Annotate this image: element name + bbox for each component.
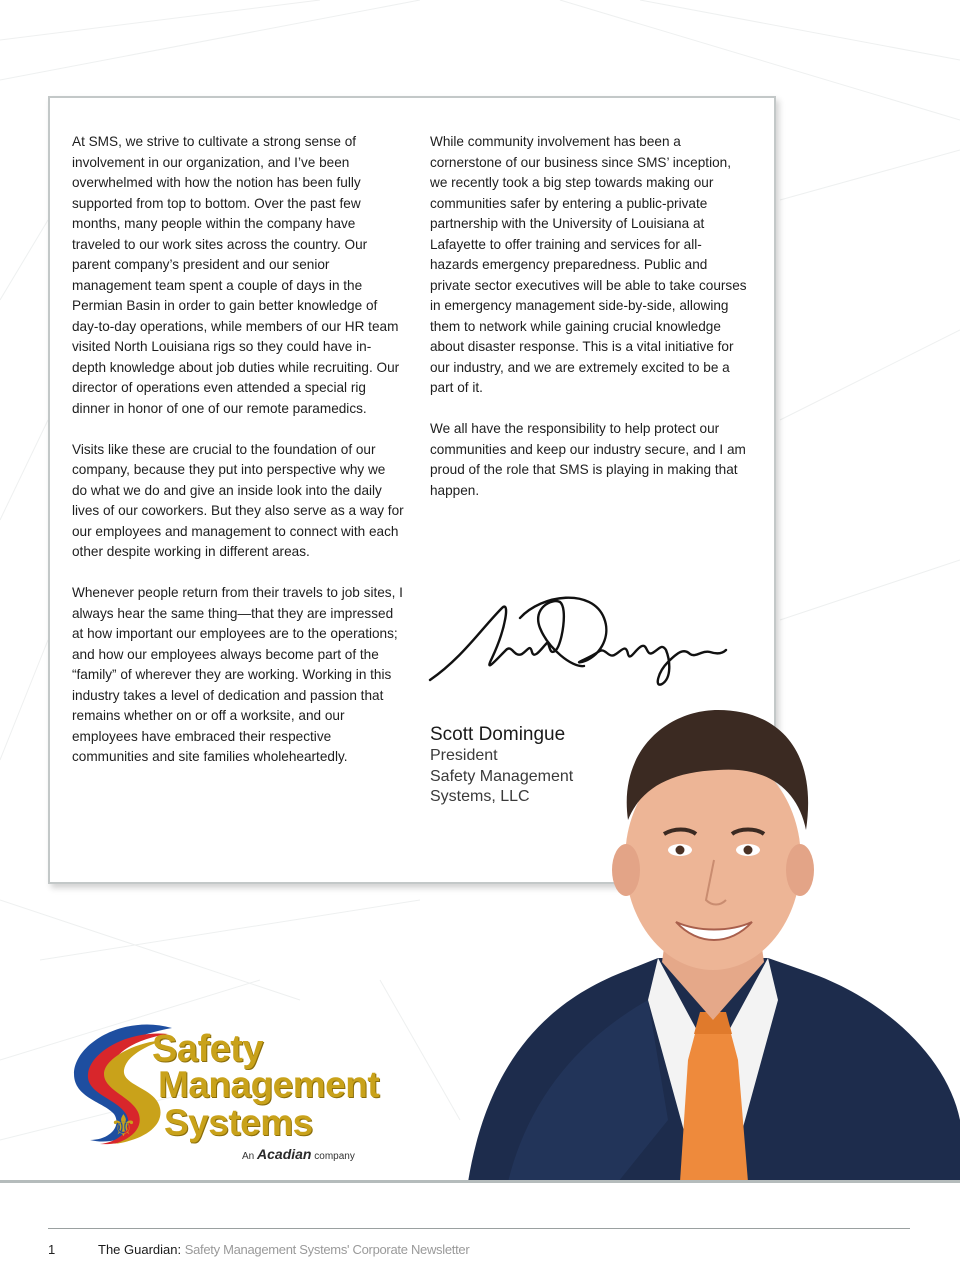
signer-title: President [430, 747, 498, 764]
logo-word: Safety [152, 1028, 264, 1070]
signer-name: Scott Domingue [430, 724, 566, 745]
footer-title [98, 1242, 469, 1257]
logo-word: Management [158, 1064, 380, 1105]
footer-band [0, 1180, 960, 1183]
footer-divider [48, 1228, 910, 1229]
logo-word: Systems [164, 1102, 313, 1143]
page-number: 1 [48, 1242, 56, 1257]
portrait-photo [468, 700, 960, 1182]
letter-paragraph: We all have the responsibility to help protect our communities and keep our industry secure, and I am proud of the role that SMS is playing in making that happen. [430, 421, 746, 498]
handwritten-signature [422, 588, 732, 698]
letter-paragraph: While community involvement has been a cornerstone of our business since SMS’ inception, we recently took a big step towards making our communities safer by entering a public-private partnership with the University of Louisiana at Lafayette to offer training and services for all-hazards emergency preparedness. Public and private sector executives will be able to take courses in emergency management side-by-side, allowing them to network while gaining crucial knowledge about disaster response. This is a vital initiative for our industry, and we are extremely excited to be a part of it. [430, 134, 747, 395]
letter-left-column [72, 132, 404, 788]
svg-text:⚜: ⚜ [110, 1109, 137, 1144]
publication-subtitle: Safety Management Systems' Corporate Newsletter [184, 1242, 470, 1257]
logo-tagline-suffix: company [314, 1151, 355, 1162]
letter-paragraph: Visits like these are crucial to the foundation of our company, because they put into perspective why we do what we do and give an inside look into the daily lives of our coworkers. But they also serve as a way for our employees and management to connect with each other despite working in different areas. [72, 441, 404, 559]
letter-paragraph: At SMS, we strive to cultivate a strong sense of involvement in our organization, and I’ve been overwhelmed with how the notion has been fully supported from top to bottom. Over the past few months, many people within the company have traveled to our work sites across the country. Our parent company’s president and our senior management team spent a couple of days in the Permian Basin in order to gain better knowledge of day-to-day operations, while members of our HR team visited North Louisiana rigs so they could have in-depth knowledge about job duties while recruiting. Our director of operations even attended a special rig dinner in honor of one of our remote paramedics. [72, 134, 400, 416]
publication-name: The Guardian: [98, 1242, 182, 1257]
logo-tagline-prefix: An [242, 1151, 255, 1162]
company-logo [64, 1014, 384, 1164]
letter-paragraph: Whenever people return from their travels to job sites, I always hear the same thing—that they are impressed at how important our employees are to the operations; and how our employees always become part of the “family” of wherever they are working. Working in this industry takes a level of dedication and passion that remains whether on or off a worksite, and our employees have embraced their respective communities and site families wholeheartedly. [72, 585, 403, 764]
signer-company: Safety Management [430, 767, 574, 785]
signer-company: Systems, LLC [430, 788, 530, 805]
letter-right-column [430, 132, 750, 522]
logo-tagline [242, 1146, 355, 1162]
acadian-wordmark: Acadian [257, 1146, 312, 1162]
